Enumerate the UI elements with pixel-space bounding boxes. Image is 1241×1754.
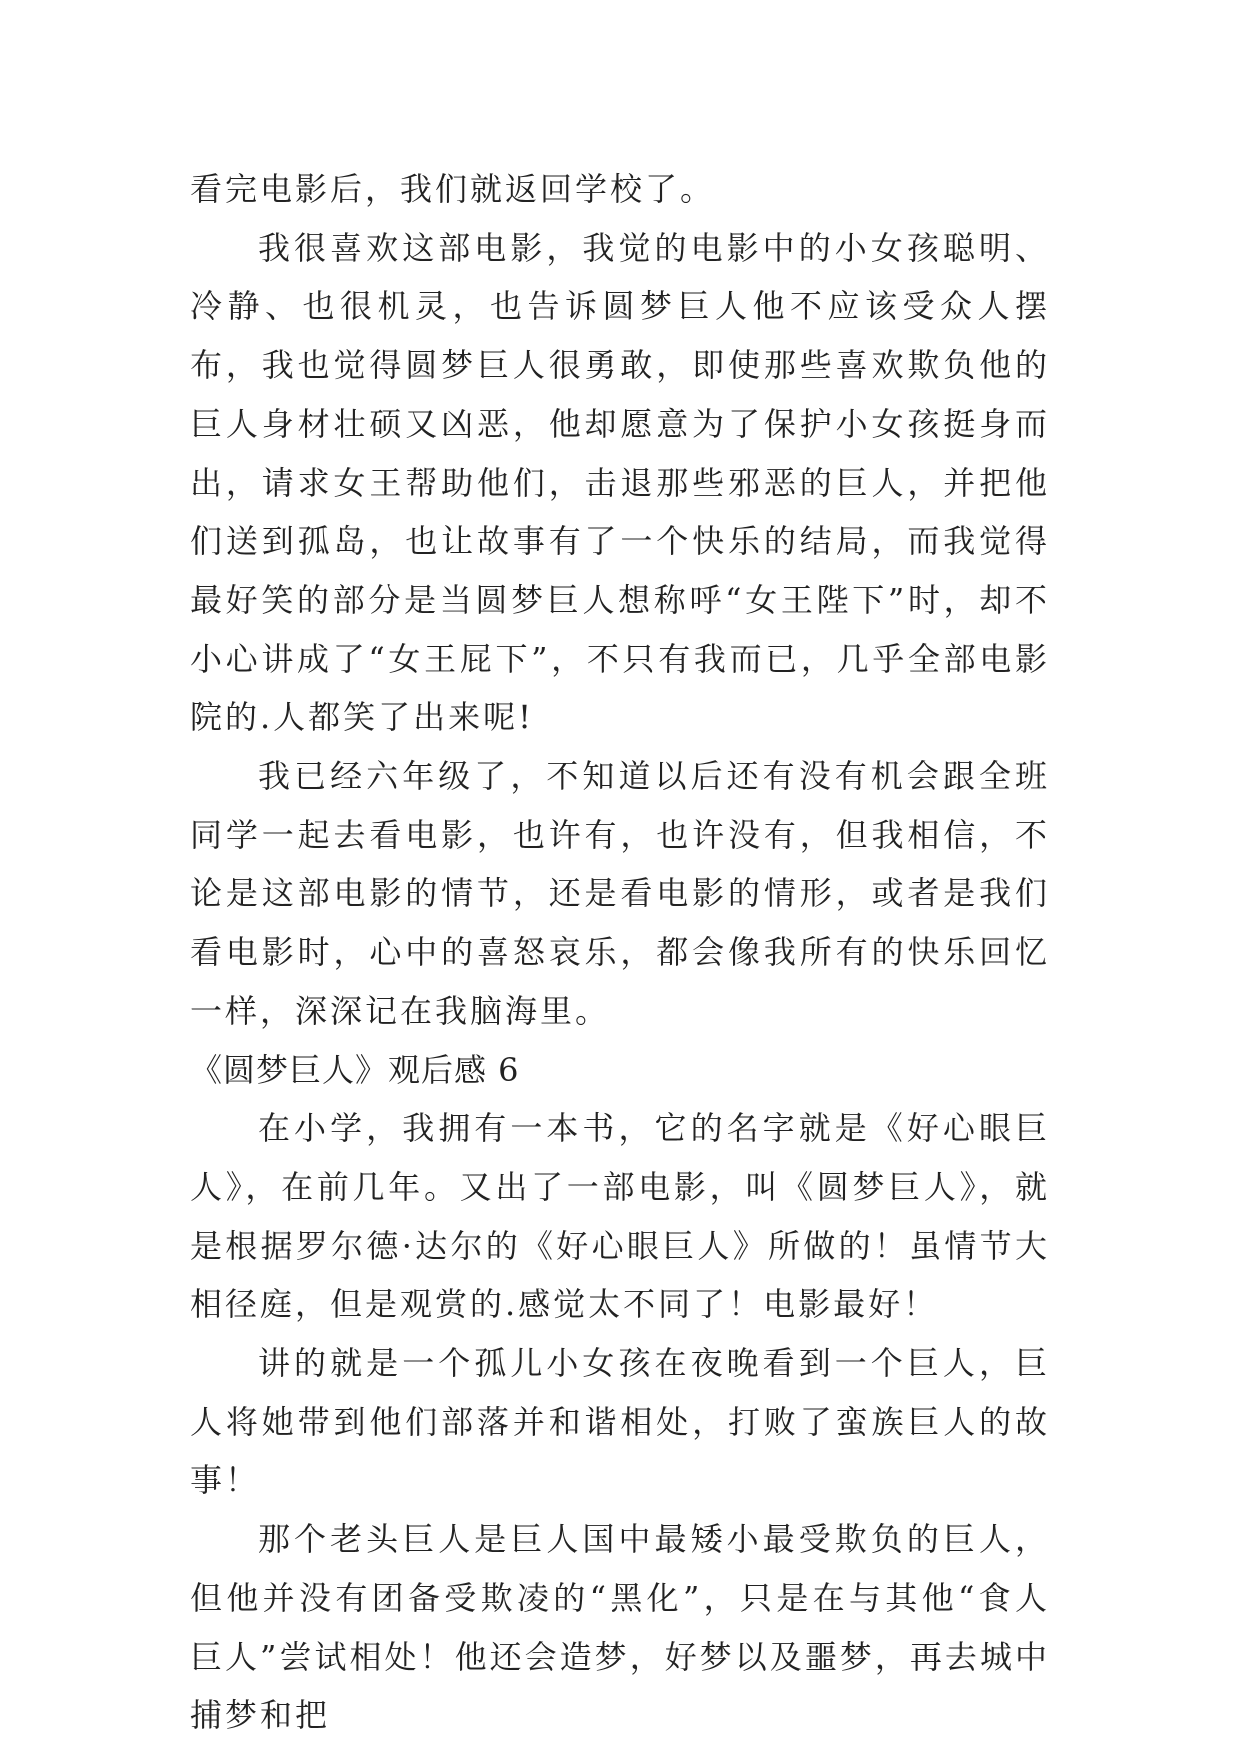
section-heading: 《圆梦巨人》观后感 6 [190, 1050, 520, 1089]
paragraph-book-intro: 在小学，我拥有一本书，它的名字就是《好心眼巨人》，在前几年。又出了一部电影，叫《圆梦巨人》，就是根据罗尔德·达尔的《好心眼巨人》所做的！虽情节大相径庭，但是观赏的.感觉太不同了！电影最好！ [190, 1109, 1050, 1324]
document-body [190, 160, 1050, 1745]
paragraph-story-summary: 讲的就是一个孤儿小女孩在夜晚看到一个巨人，巨人将她带到他们部落并和谐相处，打败了蛮族巨人的故事！ [190, 1344, 1050, 1500]
paragraph-film-impressions: 我很喜欢这部电影，我觉的电影中的小女孩聪明、冷静、也很机灵，也告诉圆梦巨人他不应该受众人摆布，我也觉得圆梦巨人很勇敢，即使那些喜欢欺负他的巨人身材壮硕又凶恶，他却愿意为了保护小女孩挺身而出，请求女王帮助他们，击退那些邪恶的巨人，并把他们送到孤岛，也让故事有了一个快乐的结局，而我觉得最好笑的部分是当圆梦巨人想称呼“女王陛下”时，却不小心讲成了“女王屁下”，不只有我而已，几乎全部电影院的.人都笑了出来呢! [190, 228, 1050, 737]
paragraph-sixth-grade-memory: 我已经六年级了，不知道以后还有没有机会跟全班同学一起去看电影，也许有，也许没有，但我相信，不论是这部电影的情节，还是看电影的情形，或者是我们看电影时，心中的喜怒哀乐，都会像我所有的快乐回忆一样，深深记在我脑海里。 [190, 757, 1050, 1030]
paragraph-old-giant: 那个老头巨人是巨人国中最矮小最受欺负的巨人，但他并没有团备受欺凌的“黑化”，只是在与其他“食人巨人”尝试相处！他还会造梦，好梦以及噩梦，再去城中捕梦和把 [190, 1520, 1050, 1735]
paragraph-continuation: 看完电影后，我们就返回学校了。 [190, 170, 716, 208]
